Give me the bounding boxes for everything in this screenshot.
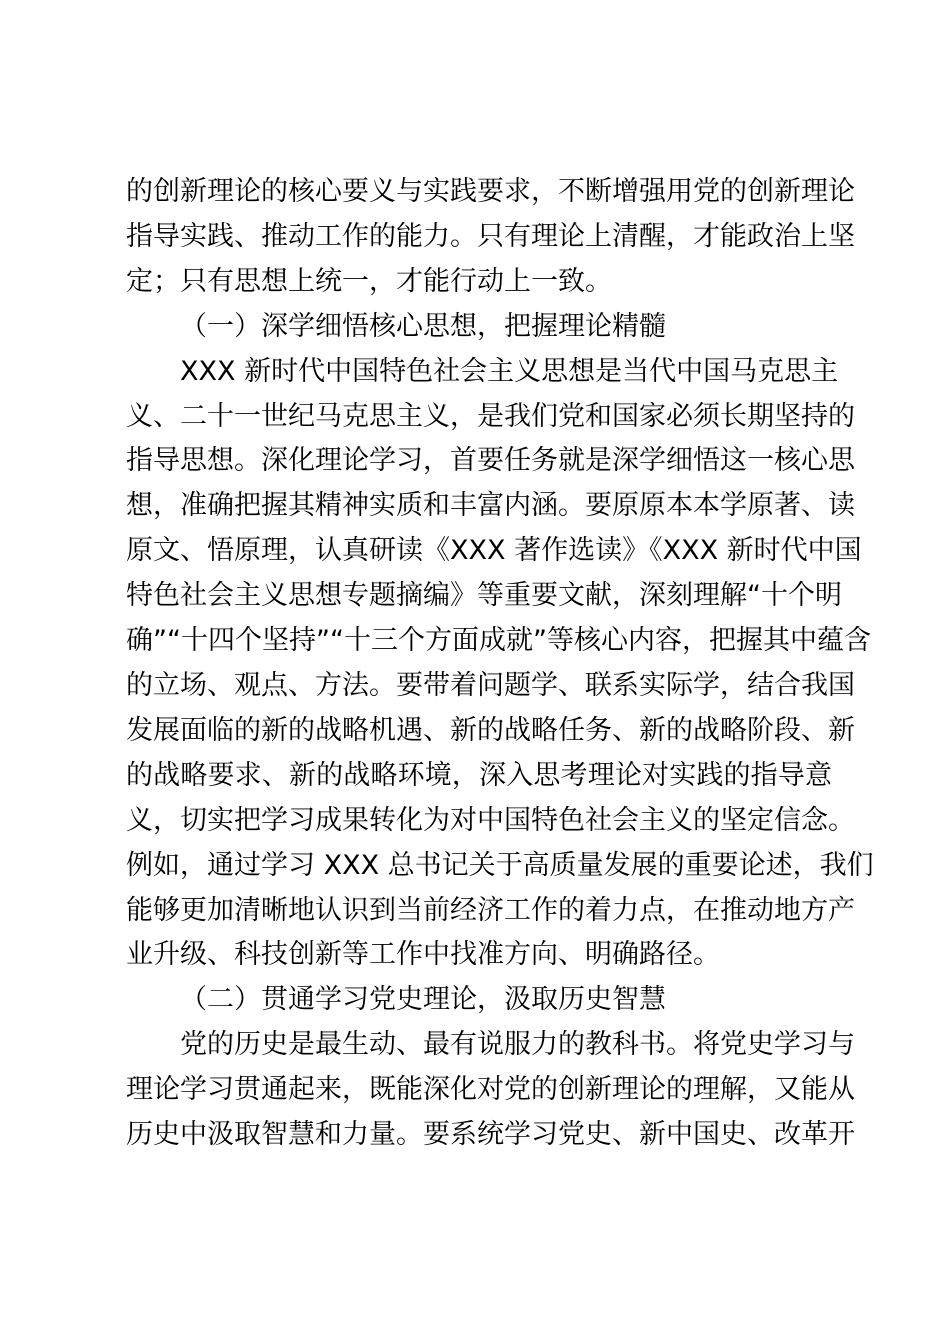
paragraph-line: 理论学习贯通起来，既能深化对党的创新理论的理解，又能从 [126,1074,855,1106]
paragraph-line: XXX 新时代中国特色社会主义思想是当代中国马克思主 [180,355,839,387]
paragraph-line: 例如，通过学习 XXX 总书记关于高质量发展的重要论述，我们 [126,849,874,881]
section-heading-2: （二）贯通学习党史理论，汲取历史智慧 [180,984,666,1016]
paragraph-line: 能够更加清晰地认识到当前经济工作的着力点，在推动地方产 [126,894,855,926]
paragraph-line: 原文、悟原理，认真研读《XXX 著作选读》《XXX 新时代中国 [126,535,862,567]
paragraph-line: 特色社会主义思想专题摘编》等重要文献，深刻理解“十个明 [126,580,842,612]
paragraph-line: 业升级、科技创新等工作中找准方向、明确路径。 [126,939,720,971]
paragraph-line: 指导思想。深化理论学习，首要任务就是深学细悟这一核心思 [126,445,855,477]
paragraph-line: 的创新理论的核心要义与实践要求，不断增强用党的创新理论 [126,176,855,207]
paragraph-line: 确”“十四个坚持”“十三个方面成就”等核心内容，把握其中蕴含 [126,625,871,657]
paragraph-line: 的立场、观点、方法。要带着问题学、联系实际学，结合我国 [126,669,855,701]
paragraph-line: 历史中汲取智慧和力量。要系统学习党史、新中国史、改革开 [126,1119,855,1151]
paragraph-line: 发展面临的新的战略机遇、新的战略任务、新的战略阶段、新 [126,714,855,746]
paragraph-line: 的战略要求、新的战略环境，深入思考理论对实践的指导意 [126,759,832,791]
paragraph-line: 指导实践、推动工作的能力。只有理论上清醒，才能政治上坚 [126,220,855,252]
paragraph-line: 义、二十一世纪马克思主义，是我们党和国家必须长期坚持的 [126,400,855,432]
paragraph-line: 义，切实把学习成果转化为对中国特色社会主义的坚定信念。 [126,804,855,836]
paragraph-line: 定；只有思想上统一，才能行动上一致。 [126,265,612,297]
section-heading-1: （一）深学细悟核心思想，把握理论精髓 [180,310,666,342]
paragraph-line: 想，准确把握其精神实质和丰富内涵。要原原本本学原著、读 [126,490,855,522]
paragraph-line: 党的历史是最生动、最有说服力的教科书。将党史学习与 [180,1029,855,1061]
document-body [126,170,874,1158]
